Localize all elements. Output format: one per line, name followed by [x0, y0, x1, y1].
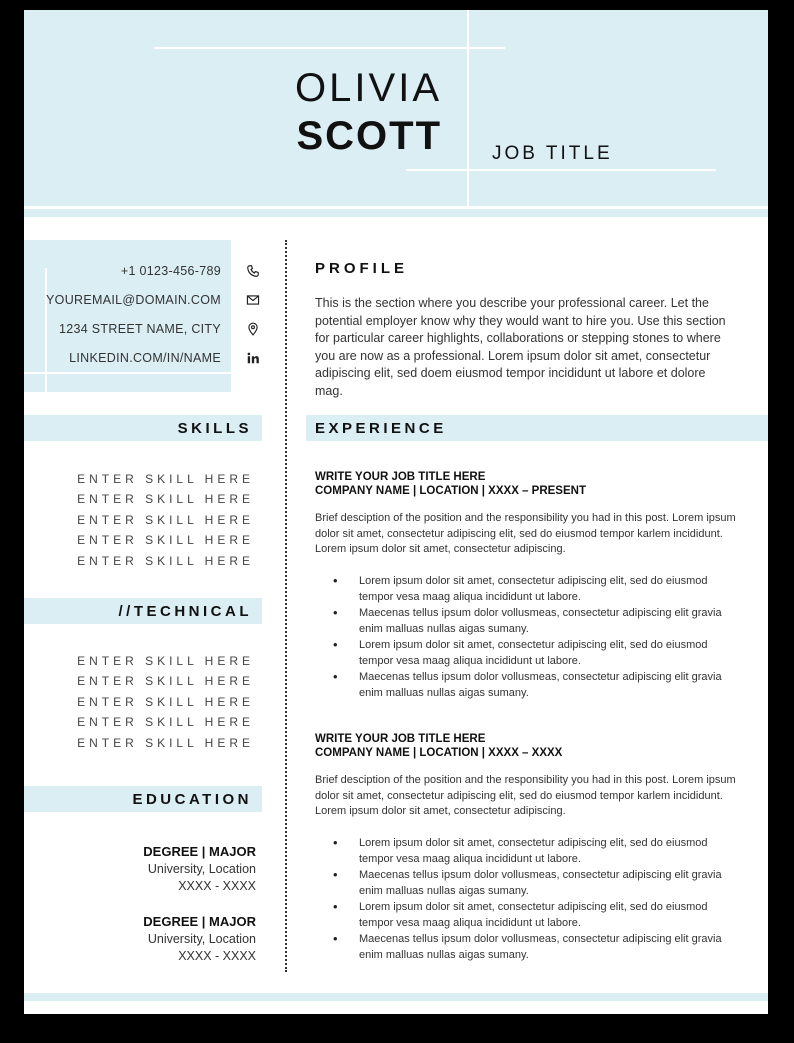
job-entry-title: WRITE YOUR JOB TITLE HERE: [315, 471, 486, 483]
job-entry-description: Brief desciption of the position and the responsibility you had in this post. Lorem ipsum dolor sit amet, consectetur adipiscing elit, sed do eiusmod tempor karlem incididunt. Lorem ipsum dolor sit amet, consectetur adipiscing.: [315, 512, 736, 555]
skill-item: ENTER SKILL HERE: [77, 554, 254, 568]
education-dates: XXXX - XXXX: [178, 879, 256, 893]
job-bullet: • Maecenas tellus ipsum dolor vollusmeas, consectetur adipiscing elit gravia enim malluas nullas aigas sumany.: [359, 867, 740, 899]
job-entry-title: WRITE YOUR JOB TITLE HERE: [315, 733, 486, 745]
phone-icon: [246, 264, 264, 282]
job-bullet: • Maecenas tellus ipsum dolor vollusmeas, consectetur adipiscing elit gravia enim malluas nullas aigas sumany.: [359, 605, 740, 637]
technical-item: ENTER SKILL HERE: [77, 715, 254, 729]
column-divider: [285, 240, 287, 972]
header-line-bottom: [406, 169, 716, 171]
contact-linkedin: LINKEDIN.COM/IN/NAME: [69, 351, 221, 365]
job-entry-bullets: [359, 835, 740, 963]
profile-text: This is the section where you describe your professional career. Let the potential employer know why they would want to hire you. Use this section for particular career highlights, collaborations or stepping stones to where you are now as a professional. Lorem ipsum dolor sit amet, consectetur adipiscing elit, sed doem eiusmod tempor incididunt ut labore et dolore mag.: [315, 296, 726, 398]
job-bullet: • Maecenas tellus ipsum dolor vollusmeas, consectetur adipiscing elit gravia enim malluas nullas aigas sumany.: [359, 931, 740, 963]
job-bullet: • Lorem ipsum dolor sit amet, consectetur adipiscing elit, sed do eiusmod tempor vesa maag aliqua incididunt ut labore.: [359, 573, 740, 605]
header-line-vertical: [467, 10, 469, 206]
skill-item: ENTER SKILL HERE: [77, 533, 254, 547]
technical-item: ENTER SKILL HERE: [77, 674, 254, 688]
skills-heading: SKILLS: [177, 420, 252, 437]
contact-address: 1234 STREET NAME, CITY: [59, 322, 221, 336]
education-heading: EDUCATION: [132, 791, 252, 808]
education-degree: DEGREE | MAJOR: [143, 844, 256, 859]
technical-heading: //TECHNICAL: [118, 603, 252, 620]
job-entry: [315, 732, 740, 963]
linkedin-icon: [246, 351, 264, 369]
contact-email: YOUREMAIL@DOMAIN.COM: [46, 293, 221, 307]
job-entry-company: COMPANY NAME | LOCATION | XXXX – XXXX: [315, 747, 563, 759]
last-name: SCOTT: [296, 114, 442, 158]
job-bullet: • Lorem ipsum dolor sit amet, consectetur adipiscing elit, sed do eiusmod tempor vesa maag aliqua incididunt ut labore.: [359, 899, 740, 931]
location-pin-icon: [246, 322, 264, 340]
contact-line-horizontal: [24, 372, 254, 374]
experience-heading: EXPERIENCE: [315, 420, 447, 437]
header-line-top: [154, 47, 505, 49]
contact-box: [24, 240, 231, 392]
header-strip: [24, 209, 768, 217]
skill-item: ENTER SKILL HERE: [77, 513, 254, 527]
education-school: University, Location: [147, 862, 256, 876]
first-name: OLIVIA: [295, 66, 442, 110]
skills-heading-bar: [24, 415, 262, 441]
job-title: JOB TITLE: [492, 143, 613, 164]
footer-strip: [24, 993, 768, 1001]
education-dates: XXXX - XXXX: [178, 949, 256, 963]
job-bullet: • Maecenas tellus ipsum dolor vollusmeas, consectetur adipiscing elit gravia enim malluas nullas aigas sumany.: [359, 669, 740, 701]
technical-item: ENTER SKILL HERE: [77, 654, 254, 668]
job-entry: [315, 470, 740, 701]
resume-page: [24, 10, 768, 1014]
technical-item: ENTER SKILL HERE: [77, 736, 254, 750]
education-heading-bar: [24, 786, 262, 812]
technical-item: ENTER SKILL HERE: [77, 695, 254, 709]
job-bullet: • Lorem ipsum dolor sit amet, consectetur adipiscing elit, sed do eiusmod tempor vesa maag aliqua incididunt ut labore.: [359, 637, 740, 669]
skill-item: ENTER SKILL HERE: [77, 472, 254, 486]
job-entry-company: COMPANY NAME | LOCATION | XXXX – PRESENT: [315, 485, 586, 497]
job-bullet: • Lorem ipsum dolor sit amet, consectetur adipiscing elit, sed do eiusmod tempor vesa maag aliqua incididunt ut labore.: [359, 835, 740, 867]
job-entry-bullets: [359, 573, 740, 701]
education-degree: DEGREE | MAJOR: [143, 914, 256, 929]
technical-heading-bar: [24, 598, 262, 624]
education-school: University, Location: [147, 932, 256, 946]
email-icon: [246, 293, 264, 311]
skill-item: ENTER SKILL HERE: [77, 492, 254, 506]
contact-phone: +1 0123-456-789: [120, 264, 221, 278]
job-entry-description: Brief desciption of the position and the responsibility you had in this post. Lorem ipsum dolor sit amet, consectetur adipiscing elit, sed do eiusmod tempor karlem incididunt. Lorem ipsum dolor sit amet, consectetur adipiscing.: [315, 774, 736, 817]
profile-heading: PROFILE: [315, 260, 409, 277]
